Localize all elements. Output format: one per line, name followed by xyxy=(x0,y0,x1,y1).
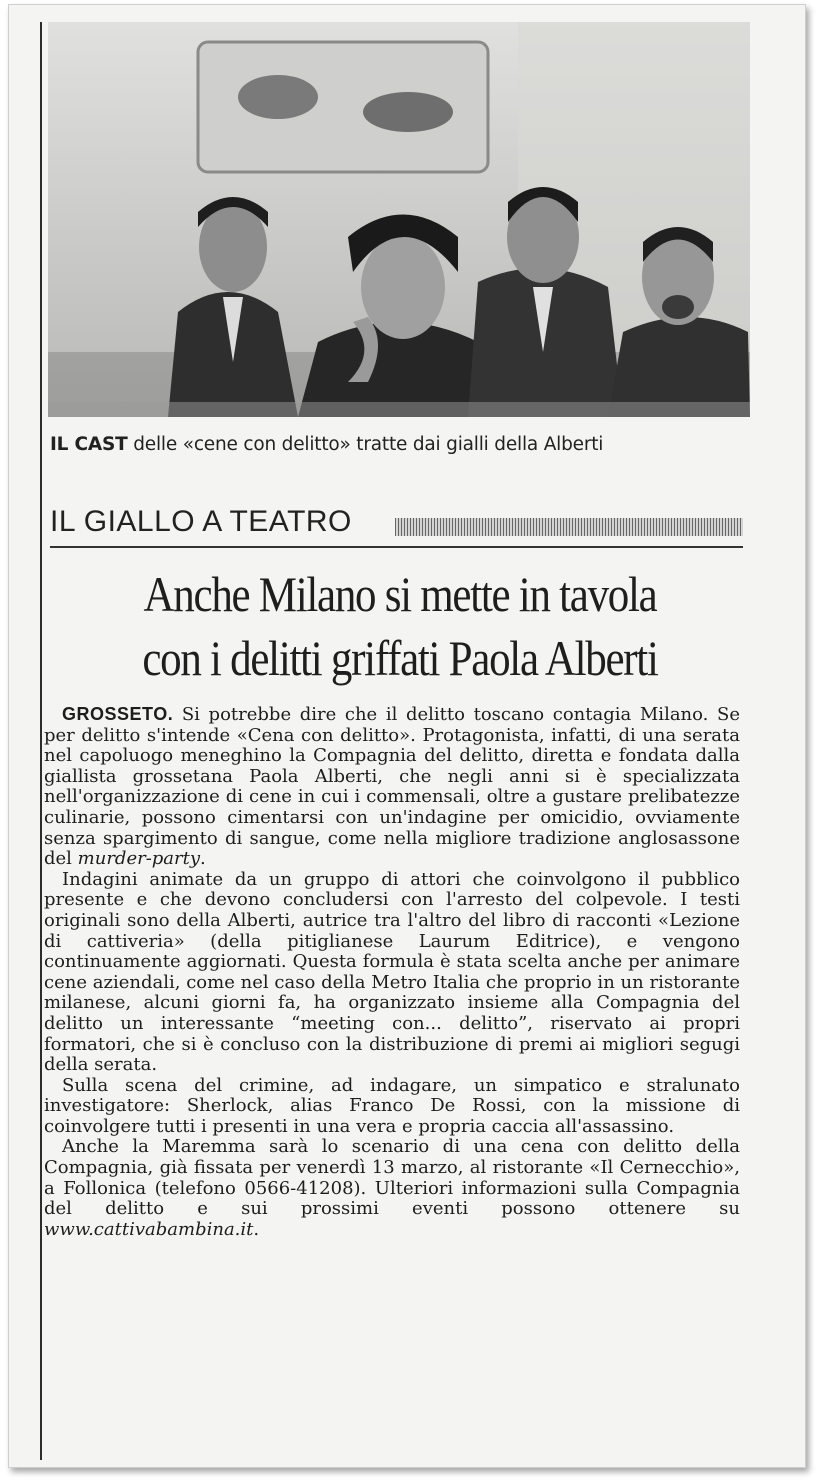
photo-caption xyxy=(50,434,750,455)
caption-label: IL CAST xyxy=(50,434,128,455)
caption-text: delle «cene con delitto» tratte dai gialli della Alberti xyxy=(127,434,604,455)
column-rule xyxy=(40,22,42,1460)
dateline: GROSSETO. xyxy=(62,704,174,724)
paragraph-1-text: Si potrebbe dire che il delitto toscano contagia Milano. Se per delitto s'intende «Cena con delitto». Protagonista, infatti, di una serata nel capoluogo meneghino la Compagnia del delitto, diretta e fondata dalla giallista grossetana Paola Alberti, che negli anni si è specializzata nell'organizzazione di cene in cui i commensali, oltre a gustare prelibatezze culinarie, possono cimentarsi con un'indagine per omicidio, ovviamente senza spargimento di sangue, come nella migliore tradizione anglosassone del xyxy=(44,704,740,870)
murder-party-term: murder-party xyxy=(77,848,201,870)
article-paragraph-2: Indagini animate da un gruppo di attori che coinvolgono il pubblico presente e che devono concludersi con l'arresto del colpevole. I testi originali sono della Alberti, autrice tra l'altro del libro di racconti «Lezione di cattiveria» (della pitiglianese Laurum Editrice), e vengono continuamente aggiornati. Questa formula è stata scelta anche per animare cene aziendali, come nel caso della Metro Italia che proprio in un ristorante milanese, alcuni giorni fa, ha organizzato insieme alla Compagnia del delitto un interessante “meeting con... delitto”, riservato ai propri formatori, che si è concluso con la distribuzione di premi ai migliori segugi della serata. xyxy=(44,868,740,1076)
article-body xyxy=(44,704,740,1240)
website-link: www.cattivabambina.it xyxy=(44,1218,254,1240)
paragraph-4-text: Anche la Maremma sarà lo scenario di una cena con delitto della Compagnia, già fissata per venerdì 13 marzo, al ristorante «Il Cernecchio», a Follonica (telefono 0566-41208). Ulteriori informazioni sulla Compagnia del delitto e sui prossimi eventi possono ottenere su xyxy=(44,1136,740,1220)
kicker-underline xyxy=(50,546,743,548)
paragraph-1-end: . xyxy=(200,848,206,870)
cast-photo xyxy=(48,22,750,417)
article-paragraph-1 xyxy=(44,704,740,870)
headline-line-2: con i delitti griffati Paola Alberti xyxy=(142,630,658,686)
cast-photo-image xyxy=(48,22,750,417)
headline-line-1: Anche Milano si mette in tavola xyxy=(143,566,657,622)
section-kicker: IL GIALLO A TEATRO xyxy=(50,505,352,538)
kicker-hatch-rule xyxy=(395,518,743,536)
article-paragraph-4 xyxy=(44,1137,740,1240)
paragraph-4-end: . xyxy=(253,1218,260,1240)
article-paragraph-3: Sulla scena del crimine, ad indagare, un simpatico e stralunato investigatore: Sherlock, alias Franco De Rossi, con la missione di coinvolgere tutti i presenti in una vera e propria caccia all'assassino. xyxy=(44,1074,740,1137)
article-headline xyxy=(99,562,701,690)
